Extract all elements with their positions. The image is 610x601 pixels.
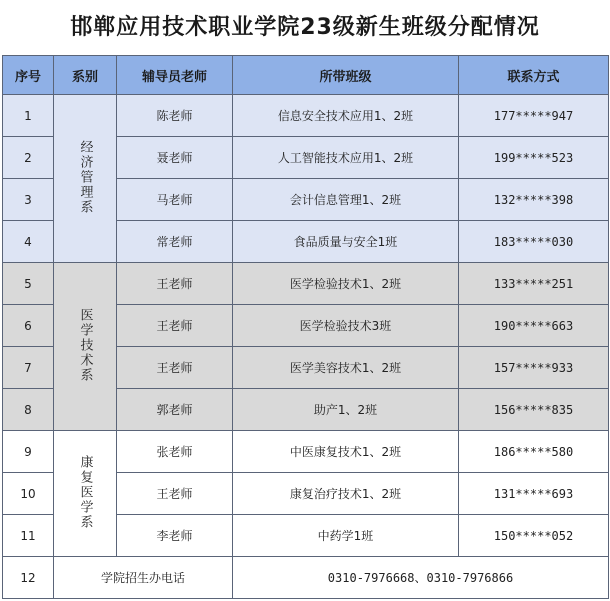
counselor-name: 张老师 [117, 431, 233, 473]
phone-number: 190*****663 [459, 305, 609, 347]
class-list: 医学检验技术1、2班 [233, 263, 459, 305]
header-index: 序号 [3, 56, 54, 95]
counselor-name: 王老师 [117, 305, 233, 347]
class-assignment-table [2, 55, 609, 599]
row-index: 2 [3, 137, 54, 179]
phone-number: 199*****523 [459, 137, 609, 179]
class-list: 会计信息管理1、2班 [233, 179, 459, 221]
counselor-name: 聂老师 [117, 137, 233, 179]
class-list: 助产1、2班 [233, 389, 459, 431]
counselor-name: 王老师 [117, 347, 233, 389]
counselor-name: 郭老师 [117, 389, 233, 431]
page-title: 邯郸应用技术职业学院23级新生班级分配情况 [70, 15, 540, 40]
counselor-name: 王老师 [117, 473, 233, 515]
row-index: 7 [3, 347, 54, 389]
table-row [3, 431, 609, 473]
class-list: 信息安全技术应用1、2班 [233, 95, 459, 137]
phone-number: 133*****251 [459, 263, 609, 305]
header-row [3, 56, 609, 95]
department-cell [54, 95, 117, 263]
table-row [3, 95, 609, 137]
header-contact: 联系方式 [459, 56, 609, 95]
admissions-row [3, 557, 609, 599]
class-list: 医学检验技术3班 [233, 305, 459, 347]
phone-number: 177*****947 [459, 95, 609, 137]
phone-number: 131*****693 [459, 473, 609, 515]
phone-number: 156*****835 [459, 389, 609, 431]
admissions-phones: 0310-7976668、0310-7976866 [233, 557, 609, 599]
phone-number: 132*****398 [459, 179, 609, 221]
table-row [3, 263, 609, 305]
class-list: 康复治疗技术1、2班 [233, 473, 459, 515]
class-list: 中医康复技术1、2班 [233, 431, 459, 473]
counselor-name: 李老师 [117, 515, 233, 557]
row-index: 4 [3, 221, 54, 263]
phone-number: 157*****933 [459, 347, 609, 389]
counselor-name: 马老师 [117, 179, 233, 221]
counselor-name: 常老师 [117, 221, 233, 263]
department-name: 经济管理系 [77, 139, 93, 215]
row-index: 9 [3, 431, 54, 473]
header-classes: 所带班级 [233, 56, 459, 95]
row-index: 12 [3, 557, 54, 599]
row-index: 5 [3, 263, 54, 305]
counselor-name: 王老师 [117, 263, 233, 305]
class-list: 中药学1班 [233, 515, 459, 557]
row-index: 1 [3, 95, 54, 137]
row-index: 8 [3, 389, 54, 431]
row-index: 3 [3, 179, 54, 221]
department-cell [54, 263, 117, 431]
class-list: 人工智能技术应用1、2班 [233, 137, 459, 179]
row-index: 6 [3, 305, 54, 347]
admissions-label: 学院招生办电话 [54, 557, 233, 599]
phone-number: 183*****030 [459, 221, 609, 263]
counselor-name: 陈老师 [117, 95, 233, 137]
row-index: 11 [3, 515, 54, 557]
row-index: 10 [3, 473, 54, 515]
department-name: 医学技术系 [77, 307, 93, 383]
phone-number: 150*****052 [459, 515, 609, 557]
phone-number: 186*****580 [459, 431, 609, 473]
department-cell [54, 431, 117, 557]
department-name: 康复医学系 [77, 454, 93, 530]
header-department: 系别 [54, 56, 117, 95]
class-list: 食品质量与安全1班 [233, 221, 459, 263]
class-list: 医学美容技术1、2班 [233, 347, 459, 389]
header-counselor: 辅导员老师 [117, 56, 233, 95]
